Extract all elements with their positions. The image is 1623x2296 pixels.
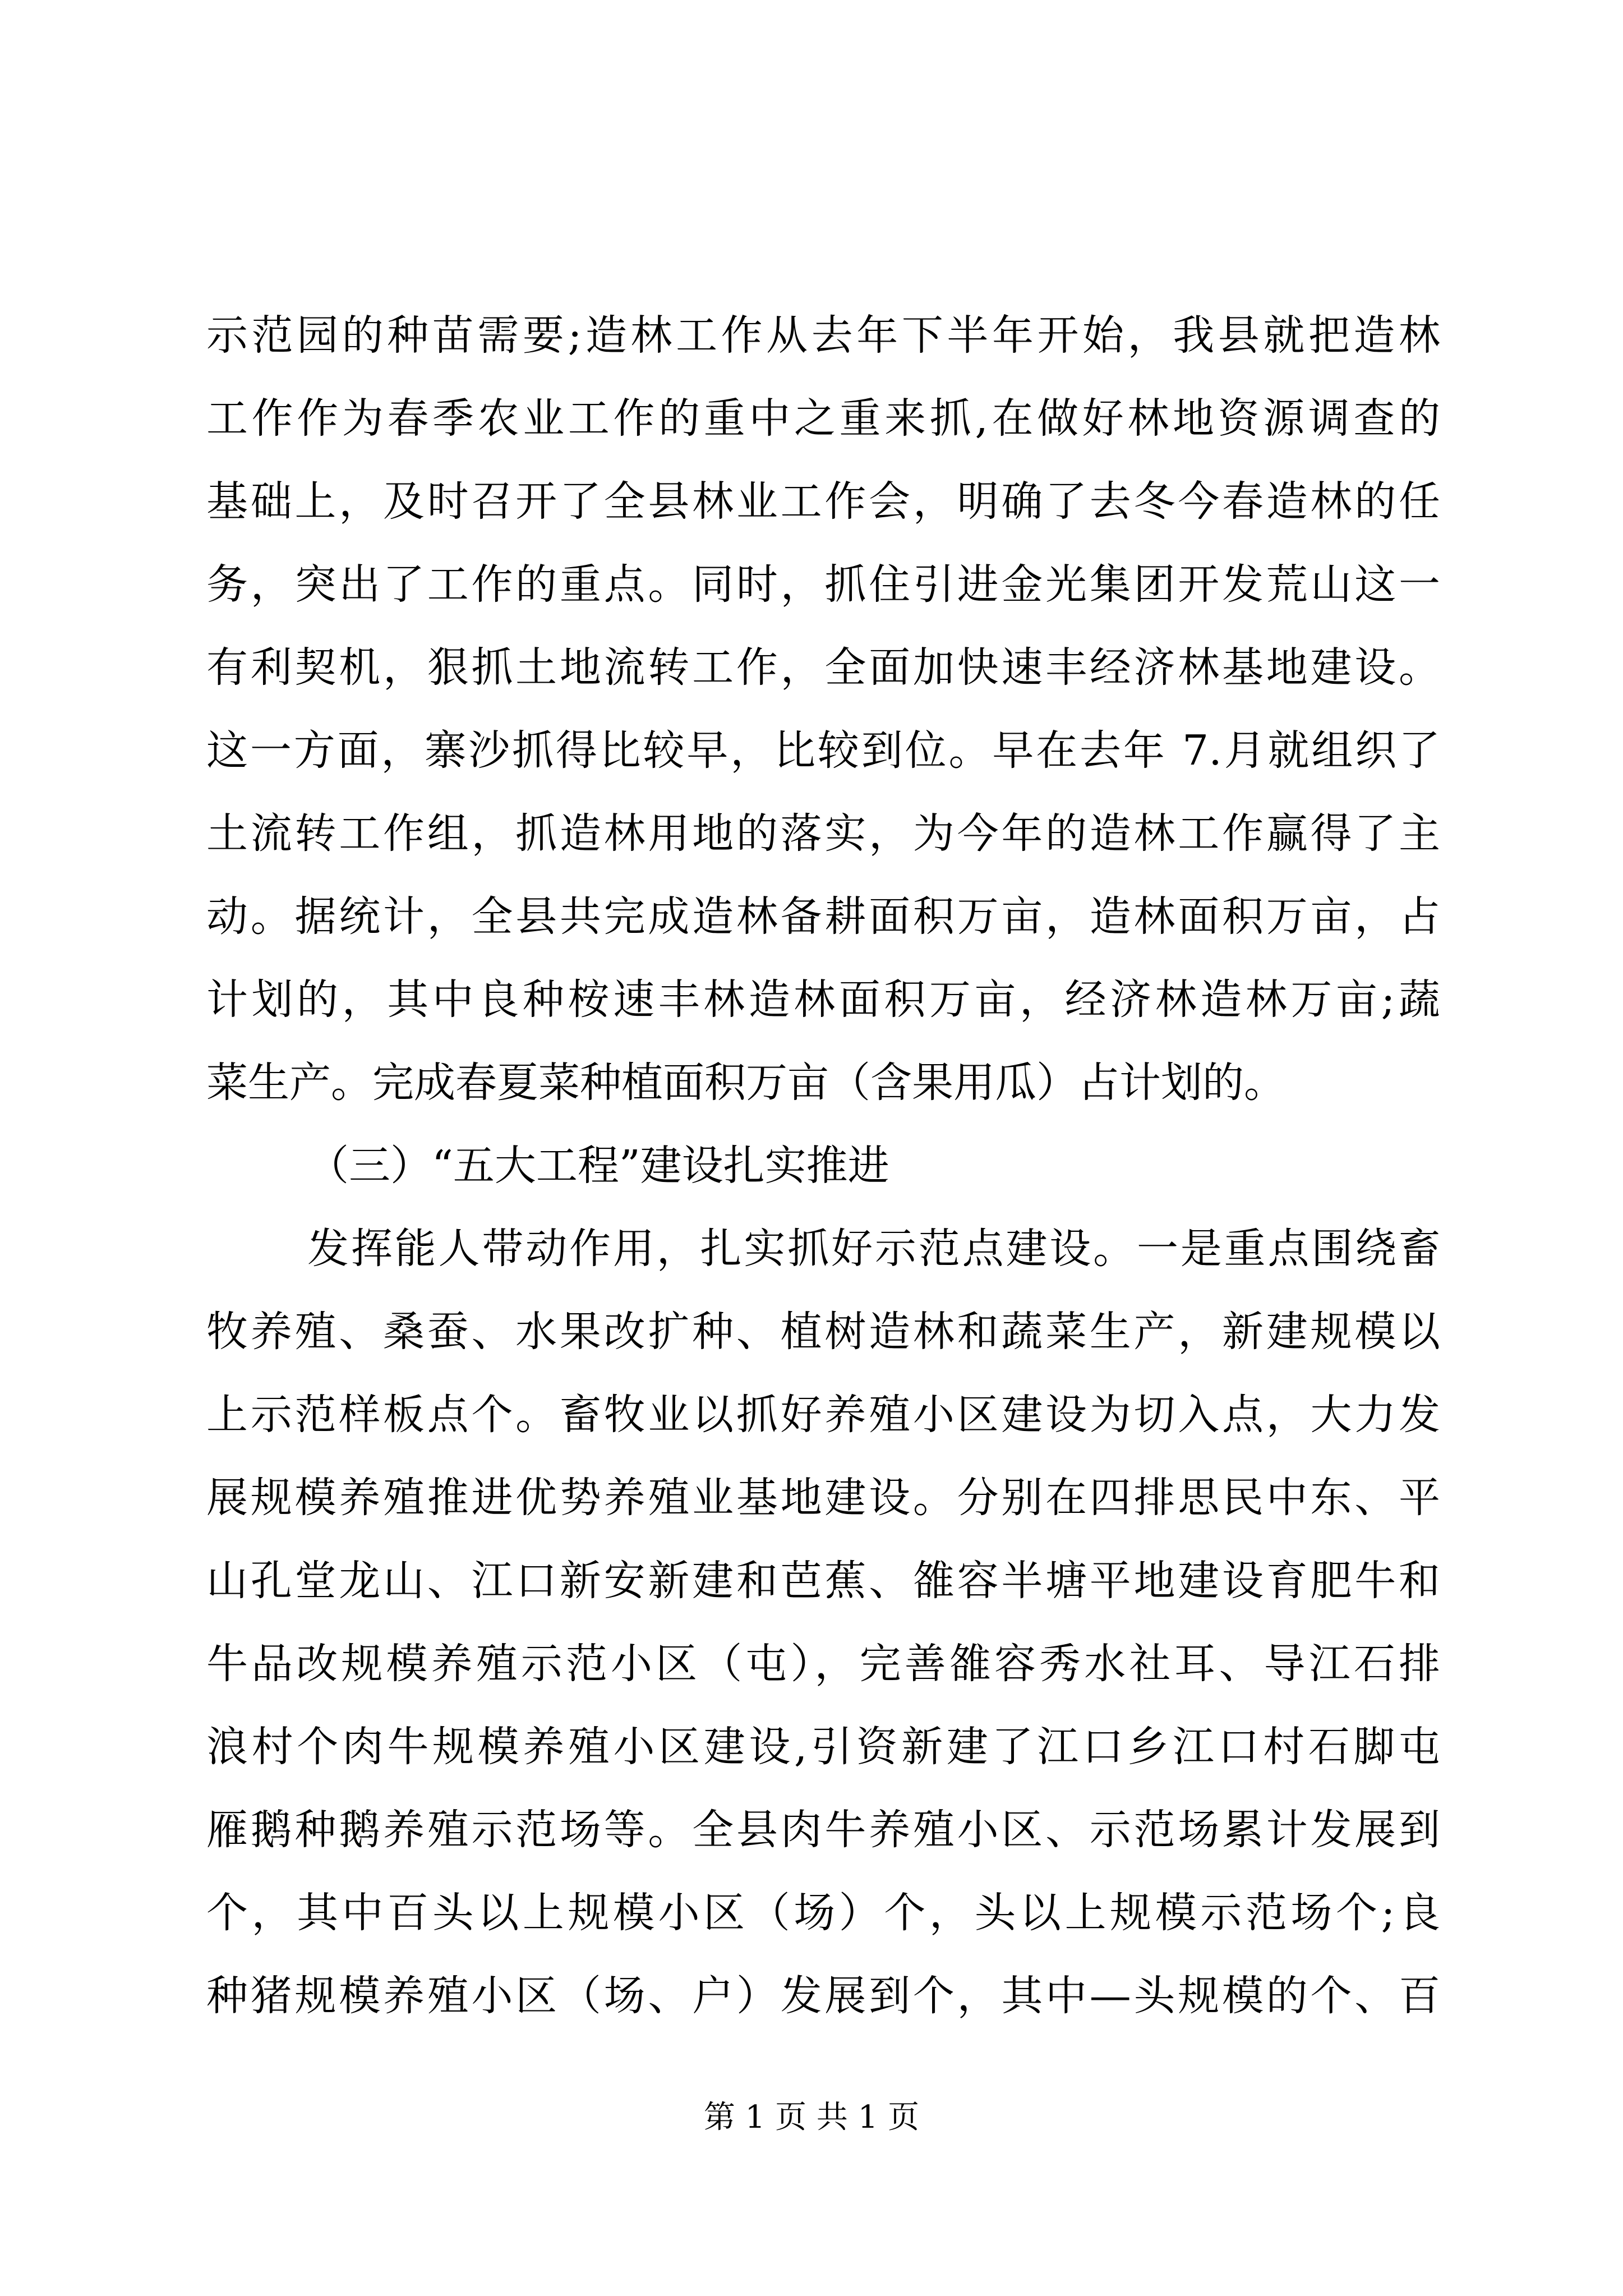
text-line-9: 计划的，其中良种桉速丰林造林面积万亩，经济林造林万亩;蔬 (206, 976, 1440, 1024)
text-line-7: 土流转工作组，抓造林用地的落实，为今年的造林工作赢得了主 (206, 809, 1440, 858)
text-line-12: 发挥能人带动作用，扎实抓好示范点建设。一是重点围绕畜 (307, 1225, 1440, 1273)
text-line-6: 这一方面，寨沙抓得比较早，比较到位。早在去年 7.月就组织了 (206, 726, 1440, 775)
text-line-17: 牛品改规模养殖示范小区（屯），完善雒容秀水社耳、导江石排 (206, 1640, 1440, 1688)
text-line-8: 动。据统计，全县共完成造林备耕面积万亩，造林面积万亩，占 (206, 892, 1440, 941)
text-line-1: 示范园的种苗需要;造林工作从去年下半年开始，我县就把造林 (206, 311, 1440, 360)
text-line-19: 雁鹅种鹅养殖示范场等。全县肉牛养殖小区、示范场累计发展到 (206, 1806, 1440, 1854)
section-heading: （三）“五大工程”建设扎实推进 (307, 1142, 889, 1190)
text-line-4: 务，突出了工作的重点。同时，抓住引进金光集团开发荒山这一 (206, 560, 1440, 609)
text-line-20: 个，其中百头以上规模小区（场）个，头以上规模示范场个;良 (206, 1889, 1440, 1937)
text-line-5: 有利契机，狠抓土地流转工作，全面加快速丰经济林基地建设。 (206, 643, 1440, 692)
text-line-2: 工作作为春季农业工作的重中之重来抓,在做好林地资源调查的 (206, 394, 1440, 443)
text-line-15: 展规模养殖推进优势养殖业基地建设。分别在四排思民中东、平 (206, 1474, 1440, 1522)
text-line-10: 菜生产。完成春夏菜种植面积万亩（含果用瓜）占计划的。 (206, 1059, 1285, 1107)
page-footer: 第 1 页 共 1 页 (703, 2099, 920, 2136)
text-line-3: 基础上，及时召开了全县林业工作会，明确了去冬今春造林的任 (206, 477, 1440, 526)
text-line-14: 上示范样板点个。畜牧业以抓好养殖小区建设为切入点，大力发 (206, 1391, 1440, 1439)
text-line-18: 浪村个肉牛规模养殖小区建设,引资新建了江口乡江口村石脚屯 (206, 1723, 1440, 1771)
text-line-13: 牧养殖、桑蚕、水果改扩种、植树造林和蔬菜生产，新建规模以 (206, 1308, 1440, 1356)
text-line-21: 种猪规模养殖小区（场、户）发展到个，其中—头规模的个、百 (206, 1972, 1440, 2020)
text-line-16: 山孔堂龙山、江口新安新建和芭蕉、雒容半塘平地建设育肥牛和 (206, 1557, 1440, 1605)
